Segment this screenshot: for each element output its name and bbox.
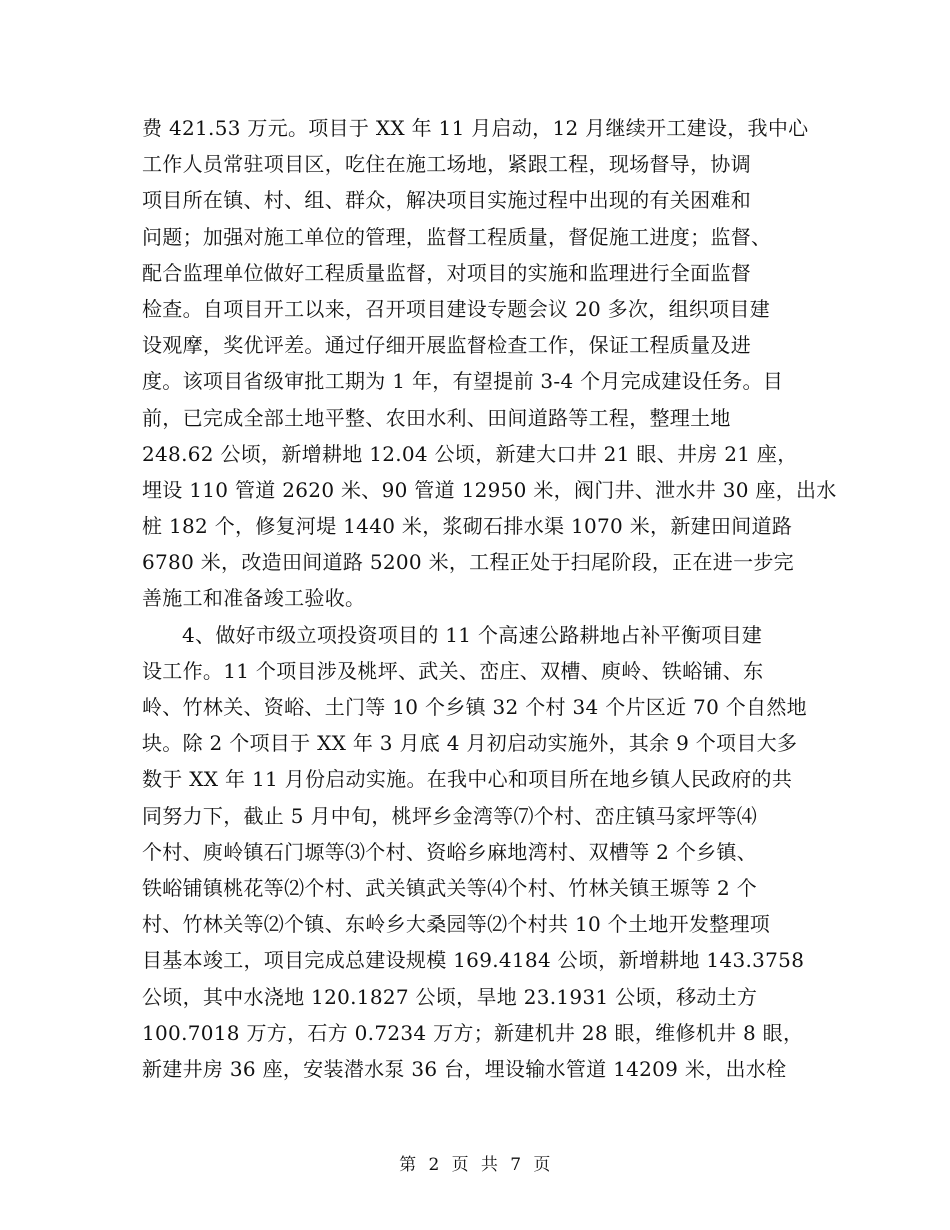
text-line: 工作人员常驻项目区，吃住在施工场地，紧跟工程，现场督导，协调 (142, 152, 751, 177)
text-line: 设工作。11 个项目涉及桃坪、武关、峦庄、双槽、庾岭、铁峪铺、东 (142, 658, 764, 683)
text-line: 100.7018 万方，石方 0.7234 万方；新建机井 28 眼，维修机井 8 眼， (142, 1020, 804, 1045)
document-body (142, 110, 837, 1087)
text-line: 配合监理单位做好工程质量监督，对项目的实施和监理进行全面监督 (142, 260, 751, 285)
text-line: 项目所在镇、村、组、群众，解决项目实施过程中出现的有关困难和 (142, 188, 751, 213)
paragraph-2 (142, 617, 822, 1087)
text-line: 问题；加强对施工单位的管理，监督工程质量，督促施工进度；监督、 (142, 224, 772, 249)
text-line: 248.62 公顷，新增耕地 12.04 公顷，新建大口井 21 眼、井房 21 座， (142, 441, 798, 466)
text-line: 前，已完成全部土地平整、农田水利、田间道路等工程，整理土地 (142, 405, 731, 430)
text-line: 埋设 110 管道 2620 米、90 管道 12950 米，阀门井、泄水井 30 座，出水 (142, 477, 837, 502)
text-line: 公顷，其中水浇地 120.1827 公顷，旱地 23.1931 公顷，移动土方 (142, 984, 758, 1009)
paragraph-1 (142, 110, 837, 617)
text-line: 数于 XX 年 11 月份启动实施。在我中心和项目所在地乡镇人民政府的共 (142, 767, 793, 792)
text-line: 检查。自项目开工以来，召开项目建设专题会议 20 多次，组织项目建 (142, 296, 771, 321)
text-line: 村、竹林关等⑵个镇、东岭乡大桑园等⑵个村共 10 个土地开发整理项 (142, 912, 771, 937)
text-line: 设观摩，奖优评差。通过仔细开展监督检查工作，保证工程质量及进 (142, 333, 751, 358)
text-line: 新建井房 36 座，安装潜水泵 36 台，埋设输水管道 14209 米，出水栓 (142, 1056, 787, 1081)
text-line: 岭、竹林关、资峪、土门等 10 个乡镇 32 个村 34 个片区近 70 个自然地 (142, 695, 807, 719)
page-number-footer: 第 2 页 共 7 页 (399, 1155, 551, 1175)
text-line: 桩 182 个，修复河堤 1440 米，浆砌石排水渠 1070 米，新建田间道路 (142, 514, 793, 539)
text-line: 度。该项目省级审批工期为 1 年，有望提前 3-4 个月完成建设任务。目 (142, 369, 784, 394)
text-line: 4、做好市级立项投资项目的 11 个高速公路耕地占补平衡项目建 (182, 622, 763, 647)
text-line: 费 421.53 万元。项目于 XX 年 11 月启动，12 月继续开工建设，我中心 (142, 116, 809, 140)
text-line: 目基本竣工，项目完成总建设规模 169.4184 公顷，新增耕地 143.3758 (142, 948, 805, 973)
text-line: 善施工和准备竣工验收。 (142, 586, 366, 611)
text-line: 铁峪铺镇桃花等⑵个村、武关镇武关等⑷个村、竹林关镇王塬等 2 个 (142, 875, 758, 900)
text-line: 同努力下，截止 5 月中旬，桃坪乡金湾等⑺个村、峦庄镇马家坪等⑷ (142, 803, 758, 828)
text-line: 个村、庾岭镇石门塬等⑶个村、资峪乡麻地湾村、双槽等 2 个乡镇、 (142, 839, 758, 864)
text-line: 6780 米，改造田间道路 5200 米，工程正处于扫尾阶段，正在进一步完 (142, 550, 794, 575)
text-line: 块。除 2 个项目于 XX 年 3 月底 4 月初启动实施外，其余 9 个项目大多 (142, 731, 798, 756)
